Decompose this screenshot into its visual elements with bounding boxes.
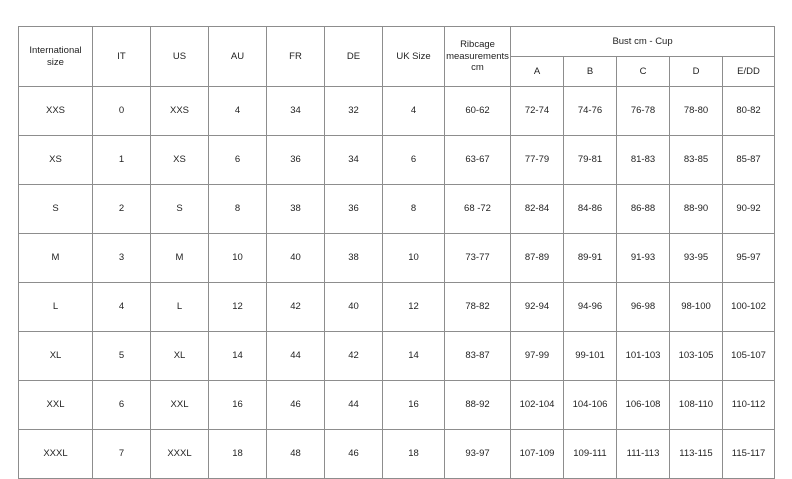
cell-cup-a: 72-74: [511, 87, 564, 136]
cell-ribcage: 68 -72: [445, 185, 511, 234]
cell-de: 42: [325, 332, 383, 381]
cell-cup-e-dd: 115-117: [723, 430, 775, 479]
cell-uk: 14: [383, 332, 445, 381]
cell-uk: 16: [383, 381, 445, 430]
cell-cup-d: 93-95: [670, 234, 723, 283]
cell-cup-e-dd: 85-87: [723, 136, 775, 185]
cell-au: 10: [209, 234, 267, 283]
cell-cup-a: 107-109: [511, 430, 564, 479]
cell-fr: 40: [267, 234, 325, 283]
cell-cup-a: 77-79: [511, 136, 564, 185]
cell-it: 1: [93, 136, 151, 185]
cell-de: 44: [325, 381, 383, 430]
cell-us: M: [151, 234, 209, 283]
cell-it: 3: [93, 234, 151, 283]
cell-fr: 48: [267, 430, 325, 479]
cell-fr: 42: [267, 283, 325, 332]
cell-cup-d: 103-105: [670, 332, 723, 381]
cell-de: 38: [325, 234, 383, 283]
table-row: [19, 234, 775, 283]
cell-fr: 38: [267, 185, 325, 234]
table-row: [19, 136, 775, 185]
cell-us: S: [151, 185, 209, 234]
cell-it: 6: [93, 381, 151, 430]
cell-international-size: L: [19, 283, 93, 332]
table-row: [19, 332, 775, 381]
cell-cup-d: 108-110: [670, 381, 723, 430]
header-uk-size: UK Size: [383, 27, 445, 87]
cell-cup-c: 86-88: [617, 185, 670, 234]
cell-ribcage: 63-67: [445, 136, 511, 185]
cell-it: 5: [93, 332, 151, 381]
cell-international-size: XXXL: [19, 430, 93, 479]
cell-cup-b: 94-96: [564, 283, 617, 332]
cell-international-size: XXS: [19, 87, 93, 136]
cell-cup-b: 84-86: [564, 185, 617, 234]
cell-cup-c: 101-103: [617, 332, 670, 381]
cell-cup-b: 104-106: [564, 381, 617, 430]
cell-cup-a: 92-94: [511, 283, 564, 332]
cell-ribcage: 83-87: [445, 332, 511, 381]
cell-cup-a: 82-84: [511, 185, 564, 234]
table-header: [19, 27, 775, 87]
cell-cup-c: 111-113: [617, 430, 670, 479]
cell-it: 2: [93, 185, 151, 234]
header-cup-e-dd: E/DD: [723, 57, 775, 87]
cell-us: XS: [151, 136, 209, 185]
cell-cup-b: 99-101: [564, 332, 617, 381]
header-de: DE: [325, 27, 383, 87]
cell-ribcage: 78-82: [445, 283, 511, 332]
cell-cup-d: 83-85: [670, 136, 723, 185]
cell-cup-c: 76-78: [617, 87, 670, 136]
header-it: IT: [93, 27, 151, 87]
cell-au: 18: [209, 430, 267, 479]
header-ribcage-measurements: Ribcage measurements cm: [445, 27, 511, 87]
cell-fr: 34: [267, 87, 325, 136]
cell-it: 7: [93, 430, 151, 479]
cell-uk: 6: [383, 136, 445, 185]
cell-fr: 44: [267, 332, 325, 381]
cell-fr: 36: [267, 136, 325, 185]
cell-international-size: XL: [19, 332, 93, 381]
table-row: [19, 87, 775, 136]
size-conversion-table: [18, 26, 775, 479]
cell-us: L: [151, 283, 209, 332]
cell-uk: 12: [383, 283, 445, 332]
cell-cup-e-dd: 110-112: [723, 381, 775, 430]
cell-cup-e-dd: 105-107: [723, 332, 775, 381]
cell-us: XXS: [151, 87, 209, 136]
cell-it: 4: [93, 283, 151, 332]
cell-ribcage: 60-62: [445, 87, 511, 136]
cell-au: 8: [209, 185, 267, 234]
cell-it: 0: [93, 87, 151, 136]
cell-cup-b: 79-81: [564, 136, 617, 185]
cell-us: XXL: [151, 381, 209, 430]
cell-cup-d: 113-115: [670, 430, 723, 479]
cell-ribcage: 93-97: [445, 430, 511, 479]
cell-fr: 46: [267, 381, 325, 430]
cell-cup-b: 74-76: [564, 87, 617, 136]
cell-international-size: XS: [19, 136, 93, 185]
cell-au: 14: [209, 332, 267, 381]
cell-cup-d: 98-100: [670, 283, 723, 332]
cell-international-size: S: [19, 185, 93, 234]
header-row-top: [19, 27, 775, 57]
cell-us: XL: [151, 332, 209, 381]
cell-cup-d: 78-80: [670, 87, 723, 136]
table-row: [19, 381, 775, 430]
cell-au: 6: [209, 136, 267, 185]
cell-ribcage: 88-92: [445, 381, 511, 430]
header-cup-c: C: [617, 57, 670, 87]
cell-cup-a: 102-104: [511, 381, 564, 430]
cell-cup-c: 106-108: [617, 381, 670, 430]
cell-cup-e-dd: 80-82: [723, 87, 775, 136]
table-row: [19, 283, 775, 332]
cell-international-size: XXL: [19, 381, 93, 430]
table-row: [19, 430, 775, 479]
cell-de: 32: [325, 87, 383, 136]
cell-cup-e-dd: 90-92: [723, 185, 775, 234]
cell-au: 4: [209, 87, 267, 136]
header-cup-b: B: [564, 57, 617, 87]
cell-international-size: M: [19, 234, 93, 283]
cell-cup-b: 89-91: [564, 234, 617, 283]
header-au: AU: [209, 27, 267, 87]
header-us: US: [151, 27, 209, 87]
cell-cup-b: 109-111: [564, 430, 617, 479]
cell-au: 12: [209, 283, 267, 332]
cell-cup-d: 88-90: [670, 185, 723, 234]
cell-us: XXXL: [151, 430, 209, 479]
cell-cup-e-dd: 95-97: [723, 234, 775, 283]
cell-de: 34: [325, 136, 383, 185]
cell-uk: 18: [383, 430, 445, 479]
header-cup-a: A: [511, 57, 564, 87]
cell-uk: 10: [383, 234, 445, 283]
cell-uk: 4: [383, 87, 445, 136]
header-international-size: International size: [19, 27, 93, 87]
cell-de: 46: [325, 430, 383, 479]
header-cup-d: D: [670, 57, 723, 87]
cell-cup-c: 91-93: [617, 234, 670, 283]
cell-de: 36: [325, 185, 383, 234]
cell-uk: 8: [383, 185, 445, 234]
cell-de: 40: [325, 283, 383, 332]
table-body: [19, 87, 775, 479]
cell-cup-c: 81-83: [617, 136, 670, 185]
cell-cup-a: 97-99: [511, 332, 564, 381]
cell-cup-a: 87-89: [511, 234, 564, 283]
cell-ribcage: 73-77: [445, 234, 511, 283]
header-fr: FR: [267, 27, 325, 87]
cell-cup-c: 96-98: [617, 283, 670, 332]
cell-au: 16: [209, 381, 267, 430]
cell-cup-e-dd: 100-102: [723, 283, 775, 332]
table-row: [19, 185, 775, 234]
header-bust-cup-group: Bust cm - Cup: [511, 27, 775, 57]
